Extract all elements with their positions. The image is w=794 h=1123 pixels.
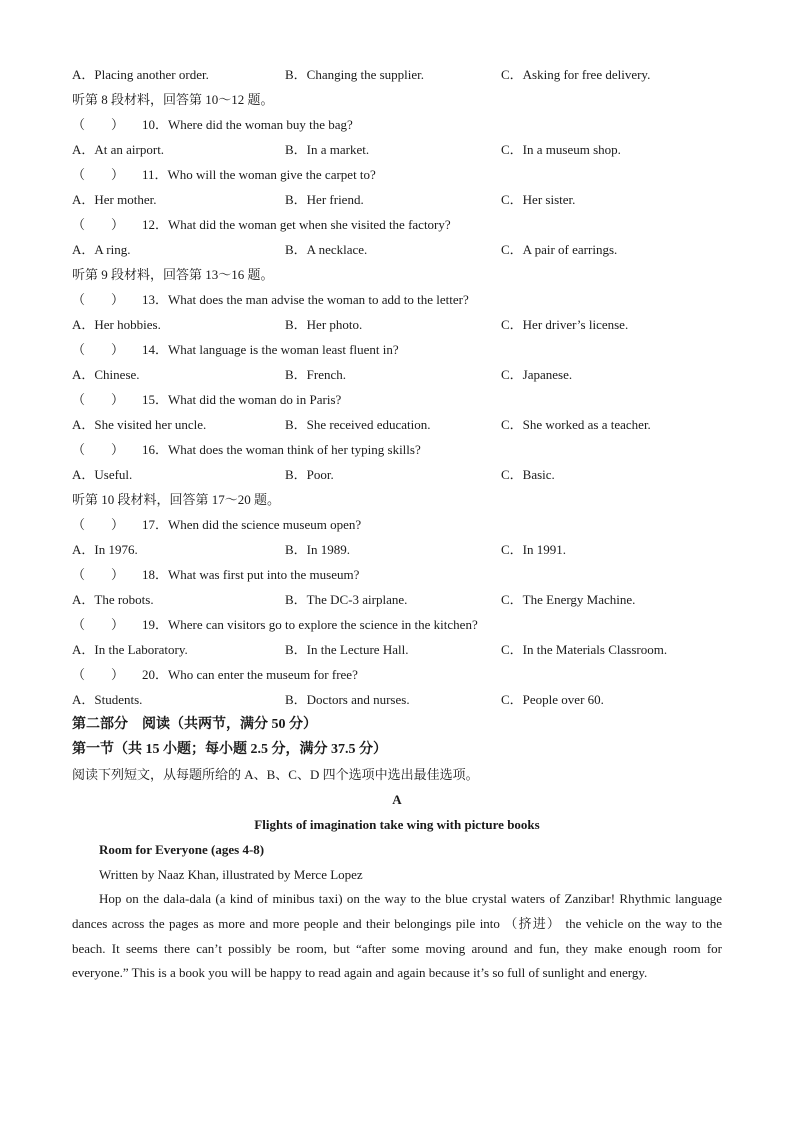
options-row xyxy=(72,462,722,487)
options-row xyxy=(72,237,722,262)
options-row xyxy=(72,312,722,337)
question-text: 15．What did the woman do in Paris? xyxy=(142,392,342,407)
options-row xyxy=(72,62,722,87)
option-b: B．Poor. xyxy=(285,467,334,482)
question-text: 20．Who can enter the museum for free? xyxy=(142,667,358,682)
option-c: C．Asking for free delivery. xyxy=(501,67,651,82)
option-a: A．The robots. xyxy=(72,592,154,607)
option-a: A．She visited her uncle. xyxy=(72,417,207,432)
option-c: C．Basic. xyxy=(501,467,555,482)
answer-blank: （ ） xyxy=(72,292,125,307)
question-row xyxy=(72,612,722,637)
option-b: B．Her friend. xyxy=(285,192,364,207)
option-c: C．In the Materials Classroom. xyxy=(501,642,668,657)
option-a: A．A ring. xyxy=(72,242,131,257)
book-title: Room for Everyone (ages 4-8) xyxy=(99,842,265,857)
option-b: B．In a market. xyxy=(285,142,370,157)
section-instruction: 听第 9 段材料，回答第 13～16 题。 xyxy=(72,267,274,282)
question-row xyxy=(72,437,722,462)
option-b: B．A necklace. xyxy=(285,242,368,257)
section-instruction: 听第 8 段材料，回答第 10～12 题。 xyxy=(72,92,274,107)
option-b: B．In 1989. xyxy=(285,542,351,557)
question-text: 19．Where can visitors go to explore the science in the kitchen? xyxy=(142,617,478,632)
part-two-heading: 第二部分 阅读（共两节，满分 50 分） xyxy=(72,717,317,732)
option-c: C．People over 60. xyxy=(501,692,604,707)
byline: Written by Naaz Khan, illustrated by Merce Lopez xyxy=(99,867,363,882)
option-a: A．Her mother. xyxy=(72,192,157,207)
option-a: A．At an airport. xyxy=(72,142,165,157)
answer-blank: （ ） xyxy=(72,217,125,232)
question-text: 16．What does the woman think of her typing skills? xyxy=(142,442,421,457)
options-row xyxy=(72,587,722,612)
question-row xyxy=(72,212,722,237)
answer-blank: （ ） xyxy=(72,517,125,532)
section-instruction: 听第 10 段材料，回答第 17～20 题。 xyxy=(72,492,281,507)
option-a: A．Students. xyxy=(72,692,143,707)
answer-blank: （ ） xyxy=(72,342,125,357)
option-b: B．Changing the supplier. xyxy=(285,67,425,82)
exam-page xyxy=(72,62,722,986)
passage-title: Flights of imagination take wing with picture books xyxy=(254,817,540,832)
question-text: 18．What was first put into the museum? xyxy=(142,567,360,582)
option-c: C．In a museum shop. xyxy=(501,142,621,157)
answer-blank: （ ） xyxy=(72,117,125,132)
options-row xyxy=(72,537,722,562)
question-row xyxy=(72,337,722,362)
question-row xyxy=(72,387,722,412)
question-text: 12．What did the woman get when she visited the factory? xyxy=(142,217,451,232)
answer-blank: （ ） xyxy=(72,167,125,182)
question-row xyxy=(72,562,722,587)
option-c: C．She worked as a teacher. xyxy=(501,417,651,432)
listening-items xyxy=(72,62,722,712)
option-b: B．She received education. xyxy=(285,417,431,432)
options-row xyxy=(72,187,722,212)
question-row xyxy=(72,112,722,137)
option-c: C．The Energy Machine. xyxy=(501,592,636,607)
option-b: B．French. xyxy=(285,367,347,382)
option-a: A．Useful. xyxy=(72,467,133,482)
option-b: B．The DC-3 airplane. xyxy=(285,592,408,607)
answer-blank: （ ） xyxy=(72,392,125,407)
question-text: 11．Who will the woman give the carpet to? xyxy=(142,167,376,182)
question-text: 10．Where did the woman buy the bag? xyxy=(142,117,353,132)
answer-blank: （ ） xyxy=(72,567,125,582)
option-c: C．Her driver’s license. xyxy=(501,317,629,332)
answer-blank: （ ） xyxy=(72,617,125,632)
question-text: 17．When did the science museum open? xyxy=(142,517,362,532)
option-b: B．Doctors and nurses. xyxy=(285,692,410,707)
options-row xyxy=(72,137,722,162)
options-row xyxy=(72,637,722,662)
reading-instruction: 阅读下列短文，从每题所给的 A、B、C、D 四个选项中选出最佳选项。 xyxy=(72,767,479,782)
option-a: A．In the Laboratory. xyxy=(72,642,188,657)
answer-blank: （ ） xyxy=(72,442,125,457)
options-row xyxy=(72,362,722,387)
option-c: C．Japanese. xyxy=(501,367,573,382)
option-a: A．Her hobbies. xyxy=(72,317,161,332)
answer-blank: （ ） xyxy=(72,667,125,682)
question-row xyxy=(72,287,722,312)
option-c: C．Her sister. xyxy=(501,192,576,207)
question-text: 13．What does the man advise the woman to add to the letter? xyxy=(142,292,469,307)
question-row xyxy=(72,162,722,187)
passage-letter: A xyxy=(392,792,402,807)
options-row xyxy=(72,687,722,712)
option-c: C．A pair of earrings. xyxy=(501,242,618,257)
option-a: A．In 1976. xyxy=(72,542,138,557)
section-one-heading: 第一节（共 15 小题；每小题 2.5 分，满分 37.5 分） xyxy=(72,742,387,757)
question-row xyxy=(72,662,722,687)
option-a: A．Chinese. xyxy=(72,367,140,382)
option-b: B．Her photo. xyxy=(285,317,363,332)
option-a: A．Placing another order. xyxy=(72,67,209,82)
question-row xyxy=(72,512,722,537)
question-text: 14．What language is the woman least fluent in? xyxy=(142,342,399,357)
option-c: C．In 1991. xyxy=(501,542,567,557)
options-row xyxy=(72,412,722,437)
option-b: B．In the Lecture Hall. xyxy=(285,642,409,657)
passage-paragraph: Hop on the dala-dala (a kind of minibus taxi) on the way to the blue crystal waters of Zanzibar! Rhythmic language dances across the pages as more and more people and their belongings pile into （挤进） the vehicle on the way to the beach. It seems there can’t possibly be room, but “after some moving around and fun, they make enough room for everyone.” This is a book you will be happy to read again and again because it’s so full of sunlight and energy. xyxy=(72,891,722,981)
